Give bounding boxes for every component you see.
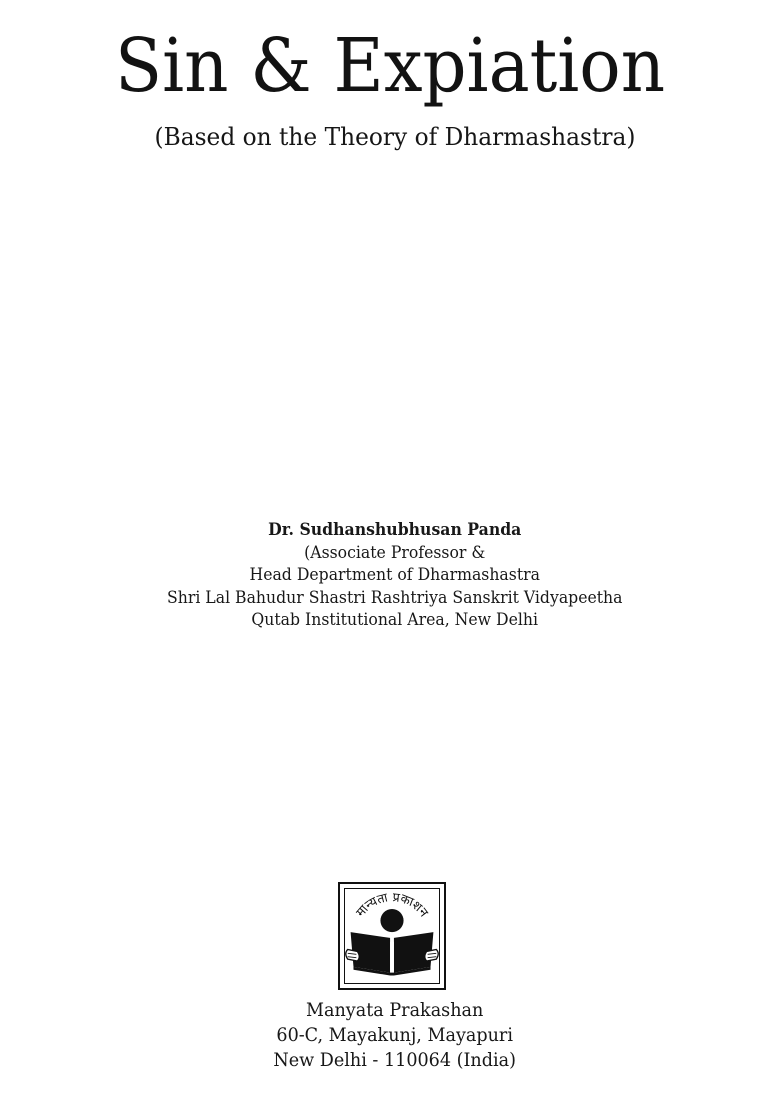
logo-head-circle [380, 909, 403, 932]
logo-left-hand [346, 949, 359, 961]
logo-book-spine [390, 942, 394, 972]
author-affiliation-line: Qutab Institutional Area, New Delhi [251, 610, 539, 629]
author-affiliation-line: (Associate Professor & [304, 542, 486, 562]
publisher-logo-open-book-icon [338, 882, 446, 990]
publisher-name: Manyata Prakashan [306, 1000, 484, 1021]
author-affiliation-line: Head Department of Dharmashastra [249, 565, 541, 584]
publisher-address-line: 60-C, Mayakunj, Mayapuri [276, 1025, 514, 1046]
author-name: Dr. Sudhanshubhusan Panda [268, 520, 522, 539]
publisher-address-line: New Delhi - 110064 (India) [273, 1050, 517, 1071]
author-affiliation-line: Shri Lal Bahudur Shastri Rashtriya Sanskrit Vidyapeetha [167, 587, 623, 607]
logo-artwork [340, 884, 444, 988]
author-block [0, 519, 780, 632]
book-subtitle: (Based on the Theory of Dharmashastra) [154, 123, 636, 151]
book-title: Sin & Expiation [114, 23, 666, 109]
logo-right-hand [425, 949, 438, 961]
logo-arc-text: मान्यता प्रकाशन [352, 889, 432, 920]
publisher-block [0, 998, 780, 1073]
